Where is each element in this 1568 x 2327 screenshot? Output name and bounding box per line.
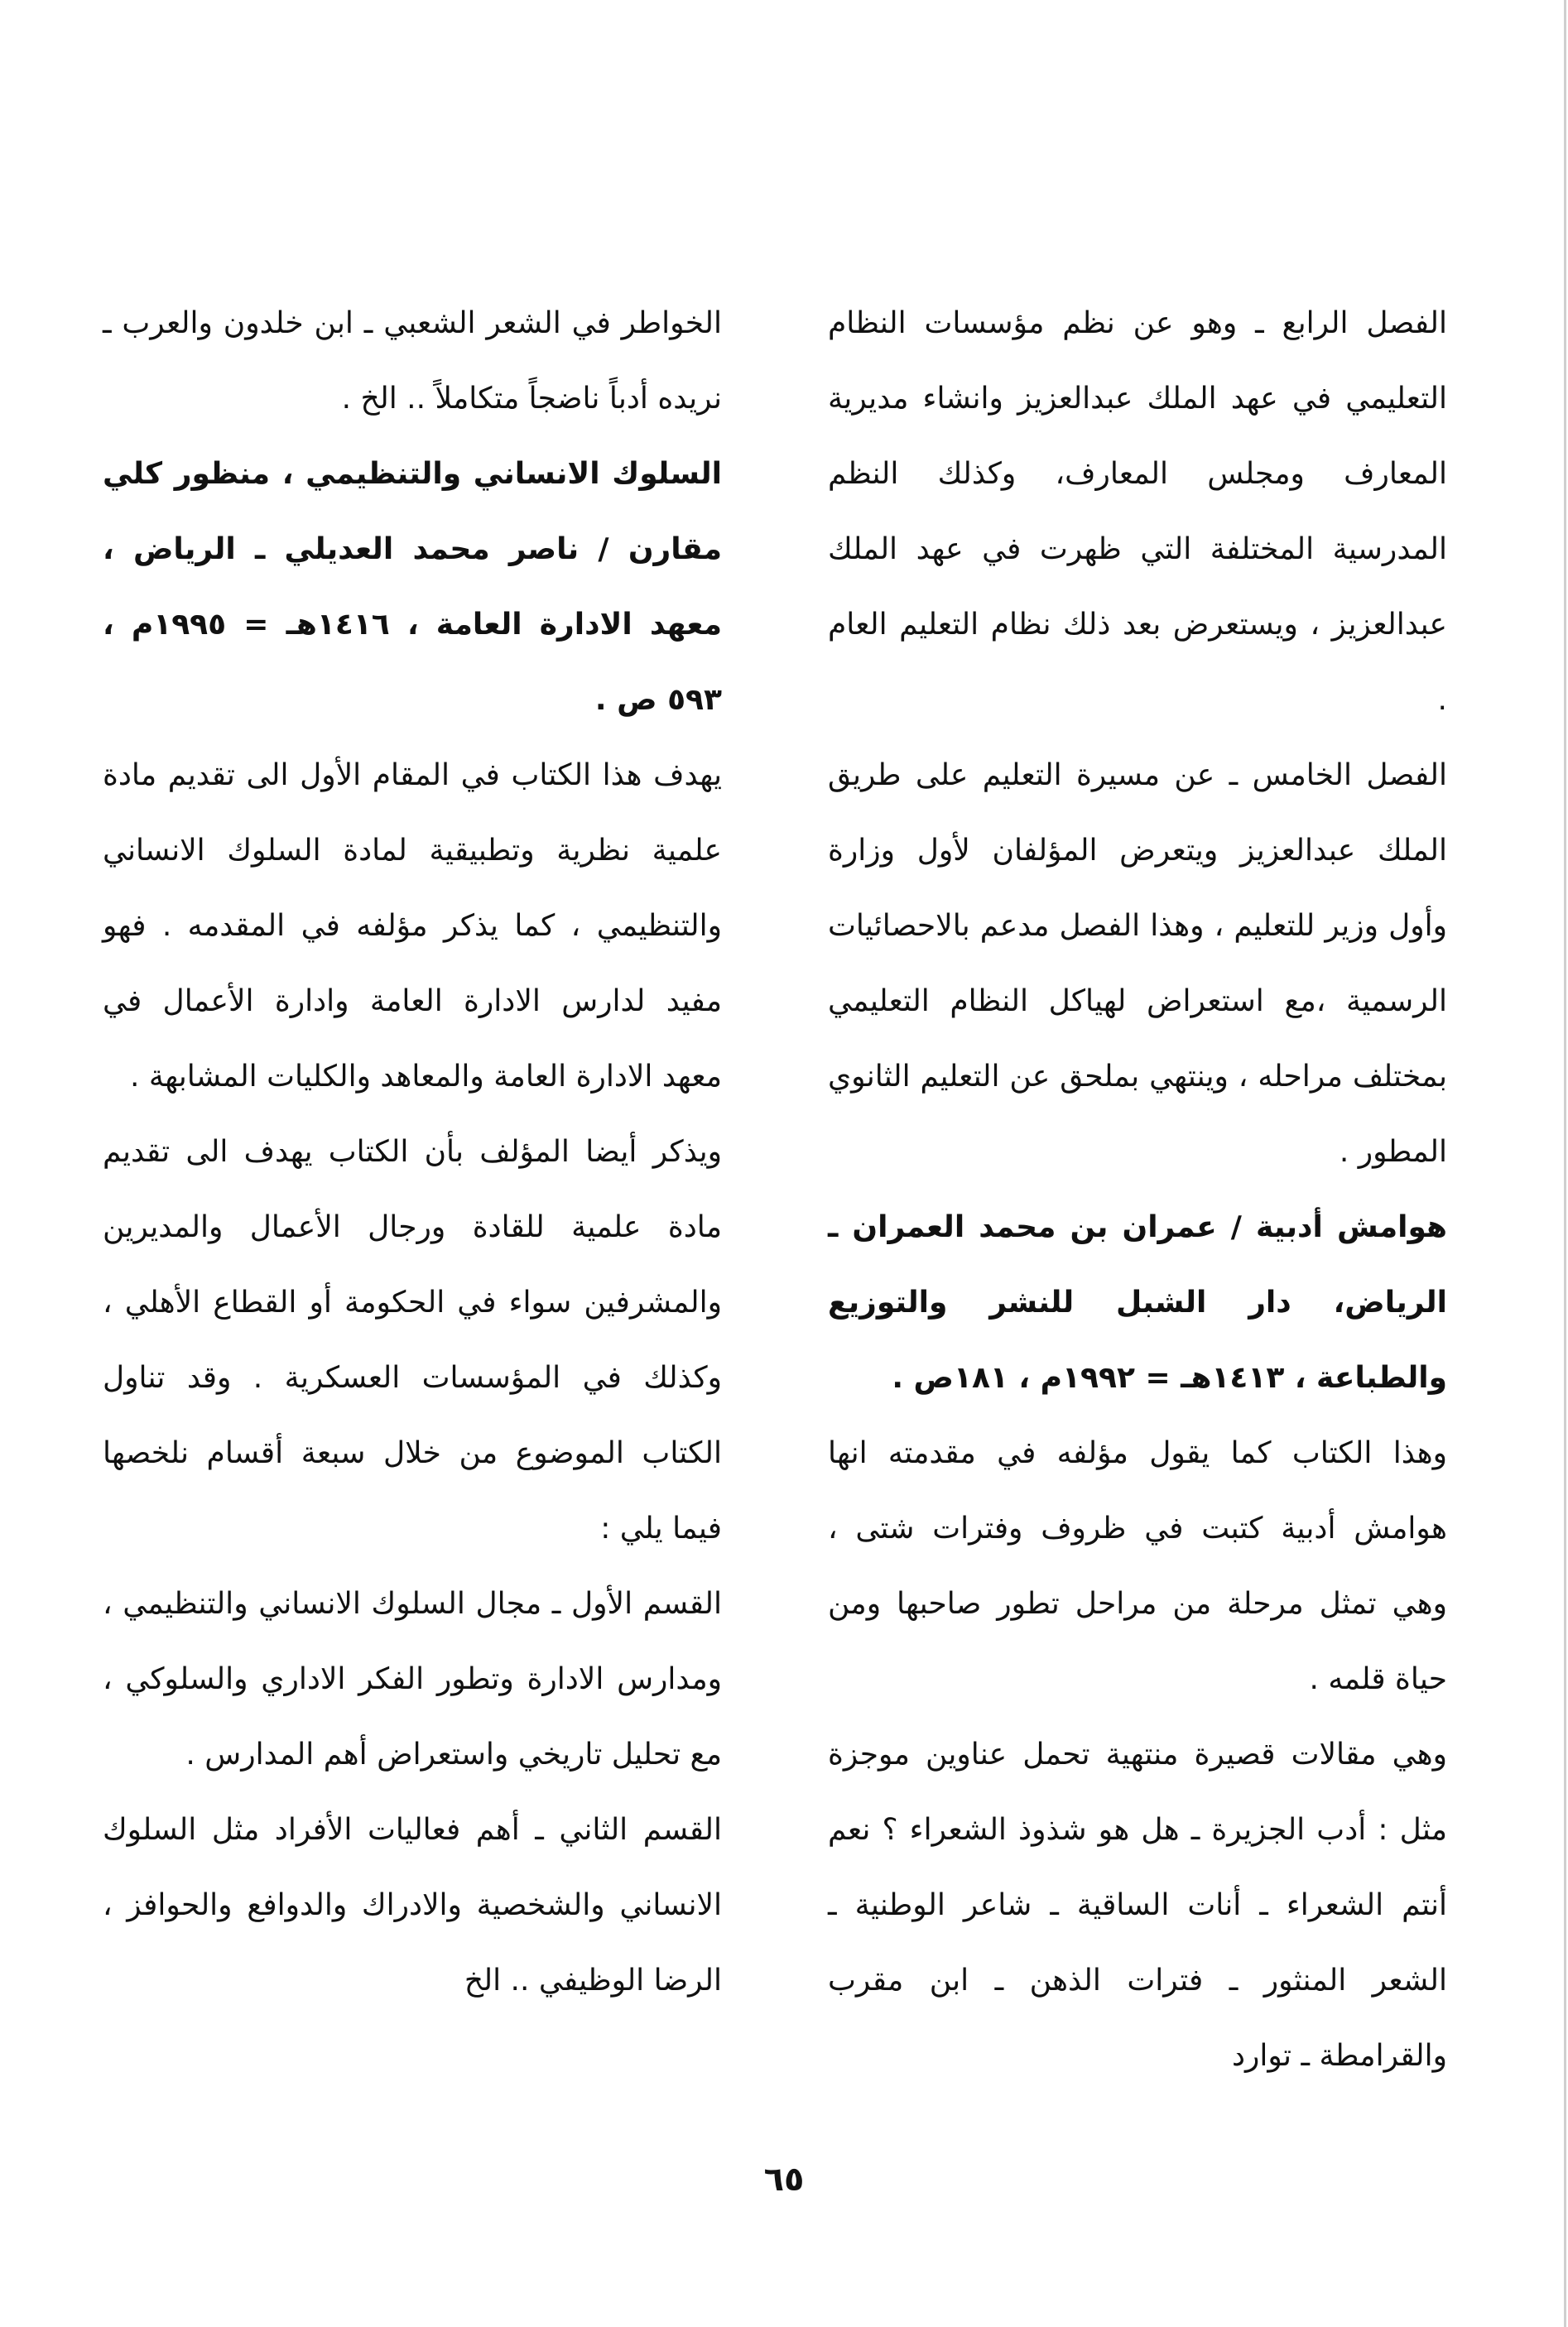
book-citation-human-behavior: السلوك الانساني والتنظيمي ، منظور كلي مقارن / ناصر محمد العديلي ـ الرياض ، معهد الادارة العامة ، ١٤١٦هـ = ١٩٩٥م ، ٥٩٣ ص . xyxy=(103,457,723,717)
book-citation-literary-margins: هوامش أدبية / عمران بن محمد العمران ـ الرياض، دار الشبل للنشر والتوزيع والطباعة ، ١٤١٣هـ = ١٩٩٢م ، ١٨١ص . xyxy=(828,1210,1447,1395)
paragraph-section-two: القسم الثاني ـ أهم فعاليات الأفراد مثل السلوك الانساني والشخصية والادراك والدوافع والحوافز ، الرضا الوظيفي .. الخ xyxy=(103,1813,722,1998)
paragraph-book-purpose: يهدف هذا الكتاب في المقام الأول الى تقديم مادة علمية نظرية وتطبيقية لمادة السلوك الانساني والتنظيمي ، كما يذكر مؤلفه في المقدمه . فهو مفيد لدارس الادارة العامة وادارة الأعمال في معهد الادارة العامة والمعاهد والكليات المشابهة . xyxy=(103,758,722,1094)
paragraph-book-description: وهذا الكتاب كما يقول مؤلفه في مقدمته انها هوامش أدبية كتبت في ظروف وفترات شتى ، وهي تمثل مرحلة من مراحل تطور صاحبها ومن حياة قلمه . xyxy=(828,1436,1447,1696)
paragraph-book-audience: ويذكر أيضا المؤلف بأن الكتاب يهدف الى تقديم مادة علمية للقادة ورجال الأعمال والمديرين والمشرفين سواء في الحكومة أو القطاع الأهلي ، وكذلك في المؤسسات العسكرية . وقد تناول الكتاب الموضوع من خلال سبعة أقسام نلخصها فيما يلي : xyxy=(103,1135,722,1546)
paragraph-article-titles: وهي مقالات قصيرة منتهية تحمل عناوين موجزة مثل : أدب الجزيرة ـ هل هو شذوذ الشعراء ؟ نعم أنتم الشعراء ـ أنات الساقية ـ شاعر الوطنية ـ الشعر المنثور ـ فترات الذهن ـ ابن مقرب والقرامطة ـ توارد xyxy=(828,1738,1447,2073)
paragraph-section-one: القسم الأول ـ مجال السلوك الانساني والتنظيمي ، ومدارس الادارة وتطور الفكر الاداري والسلوكي ، مع تحليل تاريخي واستعراض أهم المدارس . xyxy=(103,1587,722,1772)
paragraph-chapter-five: الفصل الخامس ـ عن مسيرة التعليم على طريق الملك عبدالعزيز ويتعرض المؤلفان لأول وزارة وأول وزير للتعليم ، وهذا الفصل مدعم بالاحصائيات الرسمية ،مع استعراض لهياكل النظام التعليمي بمختلف مراحله ، وينتهي بملحق عن التعليم الثانوي المطور . xyxy=(828,758,1447,1169)
left-column xyxy=(103,286,722,2018)
page-number: ٦٥ xyxy=(763,2161,805,2199)
paragraph-chapter-four: الفصل الرابع ـ وهو عن نظم مؤسسات النظام التعليمي في عهد الملك عبدالعزيز وانشاء مديرية المعارف ومجلس المعارف، وكذلك النظم المدرسية المختلفة التي ظهرت في عهد الملك عبدالعزيز ، ويستعرض بعد ذلك نظام التعليم العام . xyxy=(828,306,1447,717)
right-column xyxy=(828,286,1447,2094)
paragraph-article-titles-continued: الخواطر في الشعر الشعبي ـ ابن خلدون والعرب ـ نريده أدباً ناضجاً متكاملاً .. الخ . xyxy=(103,306,722,416)
page-edge-line xyxy=(1564,0,1566,2327)
